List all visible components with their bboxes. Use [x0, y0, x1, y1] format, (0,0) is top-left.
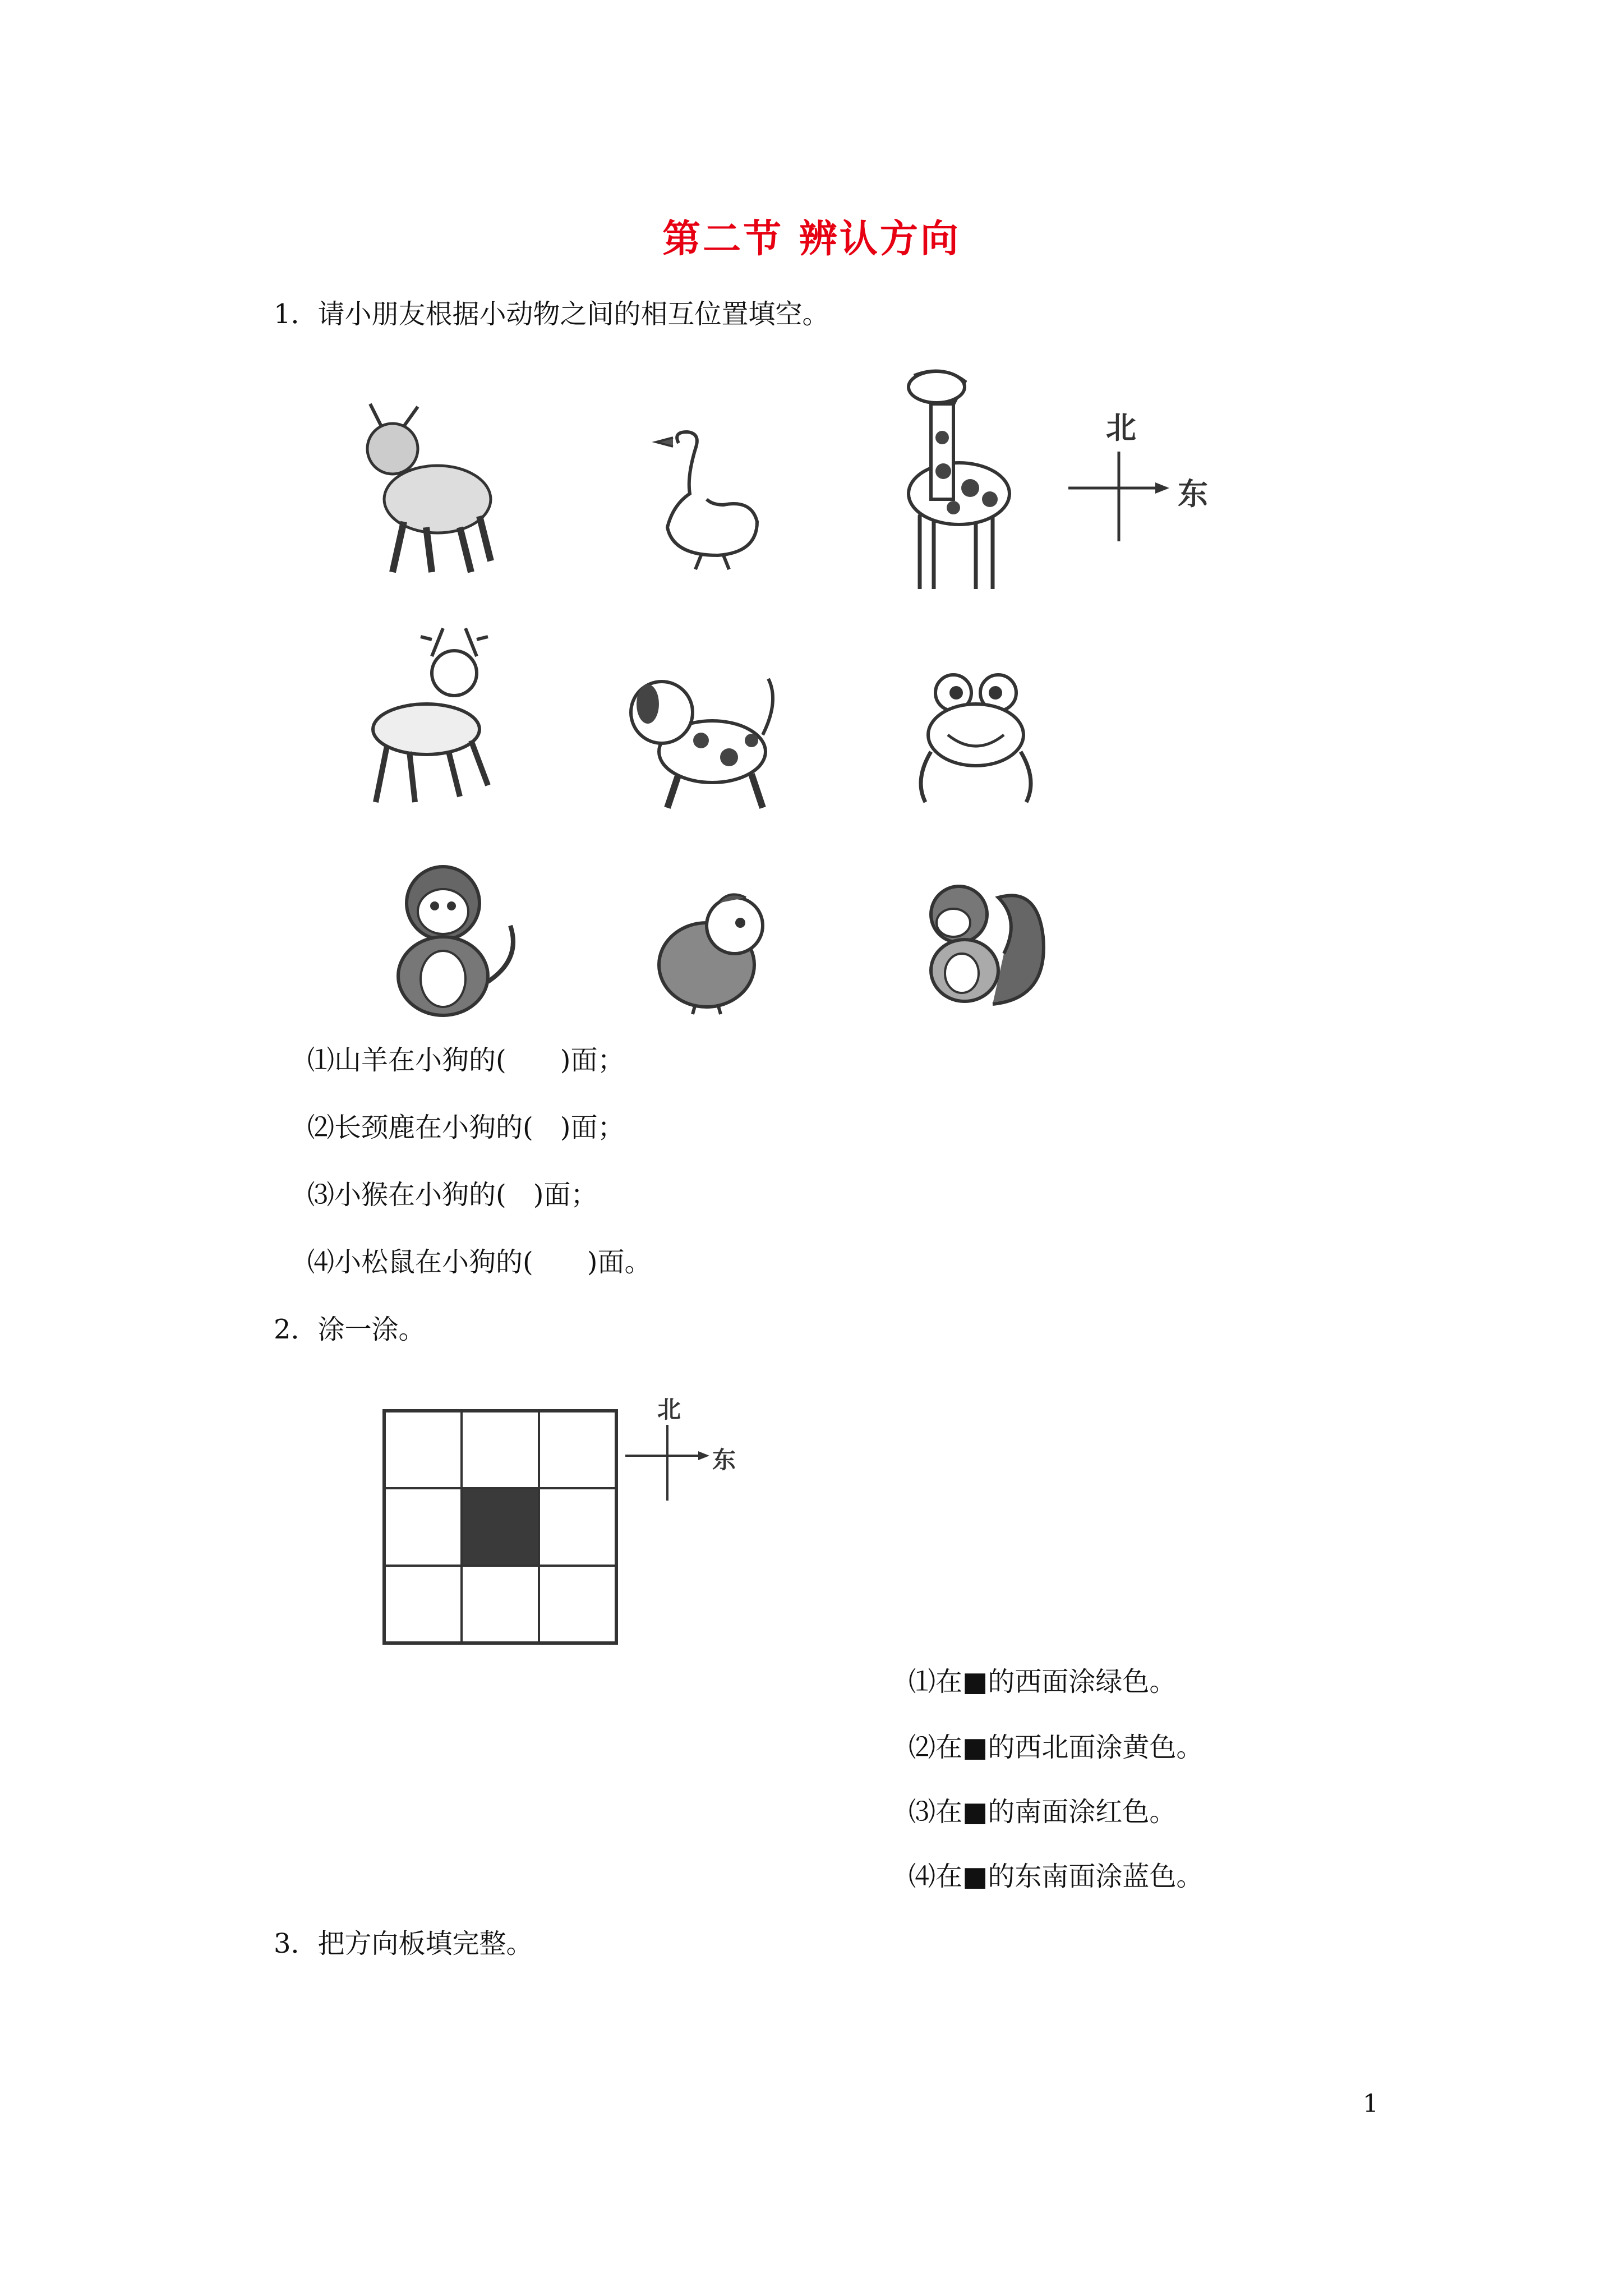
grid-cell-sw — [385, 1566, 462, 1642]
goat-figure — [342, 393, 527, 583]
grid-cell-ne — [539, 1411, 616, 1488]
grid-cell-n — [462, 1411, 538, 1488]
color-grid — [382, 1409, 618, 1645]
question-1-text: 1．请小朋友根据小动物之间的相互位置填空。 — [274, 298, 829, 330]
q2-item-1: ⑴在■的西面涂绿色。 — [909, 1666, 1177, 1697]
deer-figure — [348, 617, 516, 808]
giraffe-figure — [880, 359, 1026, 595]
chick-figure — [651, 886, 774, 1015]
north-label: 北 — [657, 1396, 681, 1423]
east-label: 东 — [1178, 476, 1208, 512]
monkey-figure — [376, 858, 533, 1021]
dog-figure — [617, 668, 785, 813]
q1-item-1: ⑴山羊在小狗的( )面； — [307, 1045, 625, 1076]
grid-cell-s — [462, 1566, 538, 1642]
q1-item-3: ⑶小猴在小狗的( )面； — [307, 1179, 598, 1211]
grid-cell-center — [462, 1488, 538, 1565]
grid-cell-w — [385, 1488, 462, 1565]
page-number: 1 — [1363, 2090, 1378, 2118]
compass-q1 — [1060, 404, 1245, 544]
goose-figure — [639, 426, 774, 572]
grid-cell-nw — [385, 1411, 462, 1488]
q2-item-3: ⑶在■的南面涂红色。 — [909, 1796, 1177, 1828]
grid-cell-e — [539, 1488, 616, 1565]
east-label: 东 — [712, 1446, 736, 1474]
page-title: 第二节 辨认方向 — [662, 217, 961, 261]
frog-figure — [909, 668, 1043, 808]
q2-item-4: ⑷在■的东南面涂蓝色。 — [909, 1861, 1204, 1892]
grid-cell-se — [539, 1566, 616, 1642]
q1-item-2: ⑵长颈鹿在小狗的( )面； — [307, 1112, 625, 1143]
compass-q2 — [623, 1391, 751, 1503]
question-3-text: 3．把方向板填完整。 — [274, 1928, 533, 1959]
question-2-text: 2．涂一涂。 — [274, 1314, 426, 1345]
q1-item-4: ⑷小松鼠在小狗的( )面。 — [307, 1246, 652, 1278]
north-label: 北 — [1106, 410, 1136, 445]
q2-item-2: ⑵在■的西北面涂黄色。 — [909, 1732, 1204, 1763]
squirrel-figure — [909, 869, 1054, 1015]
